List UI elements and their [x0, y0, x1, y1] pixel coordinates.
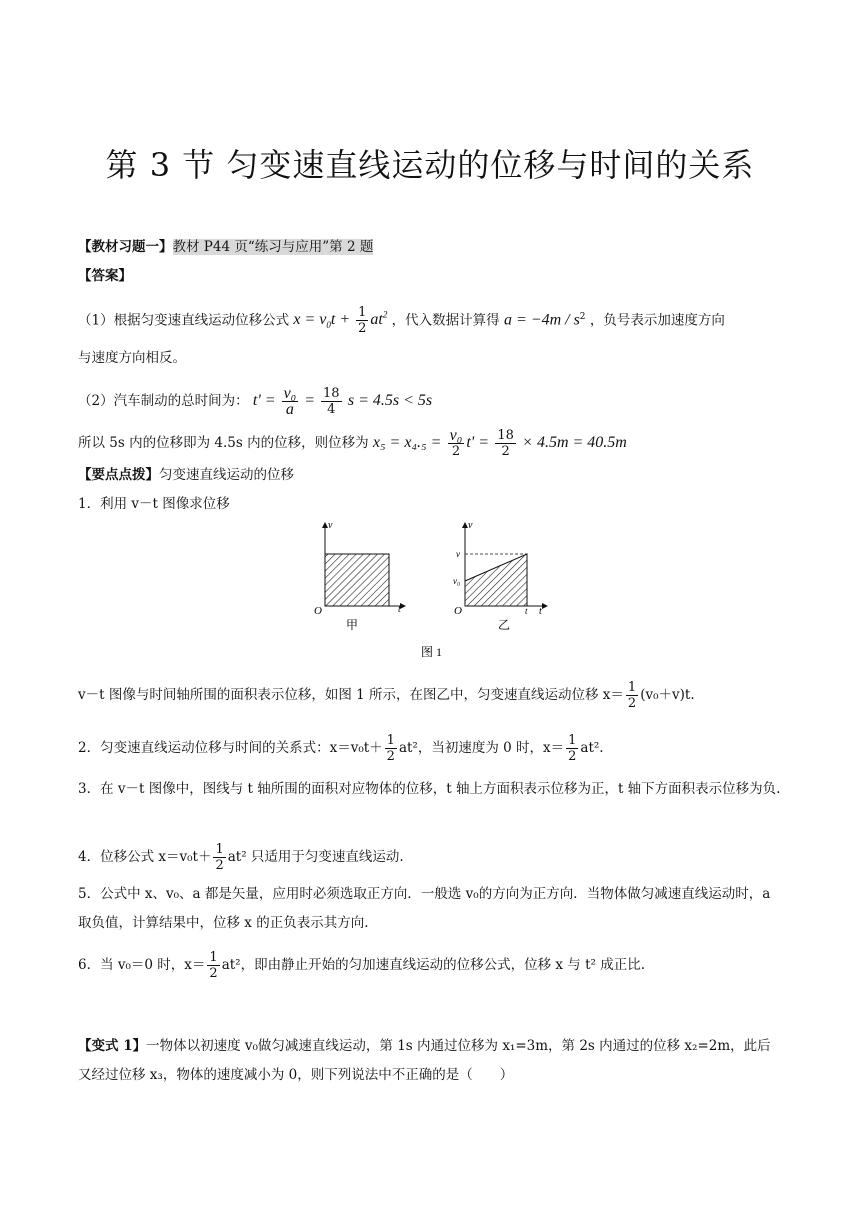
figure-caption: 图 1: [421, 645, 443, 659]
answer1-suffix: ，负号表示加速度方向: [589, 312, 725, 329]
area-rectangle: [325, 554, 389, 606]
keypoint-header: [78, 465, 294, 485]
axis-v-label: v: [468, 520, 473, 531]
answer1-continuation: 与速度方向相反。: [78, 350, 186, 366]
frac-18-over-4: $\frac{18}{4}$: [323, 386, 340, 417]
frac-v0-over-a: $\frac{\text{v₀}}{a}$: [283, 385, 297, 418]
graph-jia: [314, 520, 405, 632]
answer2-tail: s = 4.5s < 5s: [347, 392, 433, 409]
variant-1: [78, 1032, 784, 1090]
answer3-prefix: 所以 5s 内的位移即为 4.5s 内的位移，则位移为: [78, 435, 369, 451]
answer2-prefix: （2）汽车制动的总时间为：: [78, 393, 249, 409]
answer1-mid: ，代入数据计算得: [391, 312, 500, 329]
keypoint-label: 【要点点拨】: [78, 467, 159, 483]
para-vt-area: v－t 图像与时间轴所围的面积表示位移，如图 1 所示，在图乙中，匀变速直线运动位移 x＝ $\frac{1}{2}$ (v₀＋v)t.: [78, 680, 695, 711]
variant-label: 【变式 1】: [78, 1038, 147, 1054]
page-title: 第 3 节 匀变速直线运动的位移与时间的关系: [105, 146, 755, 184]
para-4: 4．位移公式 x＝v₀t＋ $\frac{1}{2}$ at² 只适用于匀变速直线运动.: [78, 842, 404, 873]
para-3: 3．在 v－t 图像中，图线与 t 轴所围的面积对应物体的位移，t 轴上方面积表示位移为正，t 轴下方面积表示位移为负.: [78, 781, 781, 797]
v0-value-label: v₀: [453, 576, 461, 586]
answer1-prefix: （1）根据匀变速直线运动位移公式: [78, 312, 290, 329]
figure-label-yi: 乙: [498, 618, 511, 632]
formula-fraction: $\frac{1}{2}$: [358, 305, 367, 337]
keypoint-text: 匀变速直线运动的位移: [159, 467, 294, 483]
origin-label: O: [454, 605, 462, 617]
figure-vt-graphs: [300, 518, 560, 664]
exercise-text: 教材 P44 页“练习与应用”第 2 题: [172, 239, 374, 255]
origin-label: O: [314, 605, 322, 617]
exercise-label: 【教材习题一】: [78, 239, 173, 255]
figure-label-jia: 甲: [346, 618, 359, 632]
answer-line-1: （1）根据匀变速直线运动位移公式 $x = v_0t$ + $\frac{1}{2}$ $at^2$ ，代入数据计算得 $a = -4m / s^2$ ，负号表示加速度方向: [78, 305, 725, 337]
t-tick-label: t: [525, 606, 528, 616]
area-trapezoid: [465, 554, 527, 606]
v-value-label: v: [456, 549, 460, 559]
answer-line-2: （2）汽车制动的总时间为： t' = $\frac{\text{v₀}}{a}$ = $\frac{18}{4}$ s = 4.5s < 5s: [78, 385, 433, 418]
para-5: 5．公式中 x、v₀、a 都是矢量，应用时必须选取正方向．一般选 v₀的方向为正方向．当物体做匀减速直线运动时，a 取负值，计算结果中，位移 x 的正负表示其方向.: [78, 886, 771, 931]
formula-displacement: $x = v_0t$ +: [293, 311, 355, 331]
axis-t-label: t: [539, 606, 542, 617]
answer-label: 【答案】: [78, 268, 132, 284]
para-6: 6．当 v₀＝0 时，x＝ $\frac{1}{2}$ at²，即由静止开始的匀加速直线运动的位移公式，位移 x 与 t² 成正比.: [78, 950, 645, 981]
axis-t-label: t: [398, 604, 401, 615]
graph-yi: [453, 520, 547, 632]
variant-text: 一物体以初速度 v₀做匀减速直线运动，第 1s 内通过位移为 x₁=3m，第 2s 内通过的位移 x₂=2m，此后又经过位移 x₃，物体的速度减小为 0，则下列说法中不正确的是（ ）: [78, 1038, 771, 1083]
para-2: 2．匀变速直线运动位移与时间的关系式：x＝v₀t＋ $\frac{1}{2}$ at²，当初速度为 0 时，x＝ $\frac{1}{2}$ at².: [78, 733, 604, 764]
item-1: 1．利用 v－t 图像求位移: [78, 496, 230, 512]
accel-value: a = −4m / s: [503, 311, 580, 329]
axis-v-label: v: [328, 520, 333, 531]
answer3-tail: × 4.5m = 40.5m: [522, 434, 627, 451]
answer-line-3: 所以 5s 内的位移即为 4.5s 内的位移，则位移为 x₅ = x₄.₅ = $\frac{\text{v₀}}{2}$ t' = $\frac{18}{2}$ × 4.5m = 40.5m: [78, 427, 627, 459]
exercise-header: [78, 237, 373, 257]
